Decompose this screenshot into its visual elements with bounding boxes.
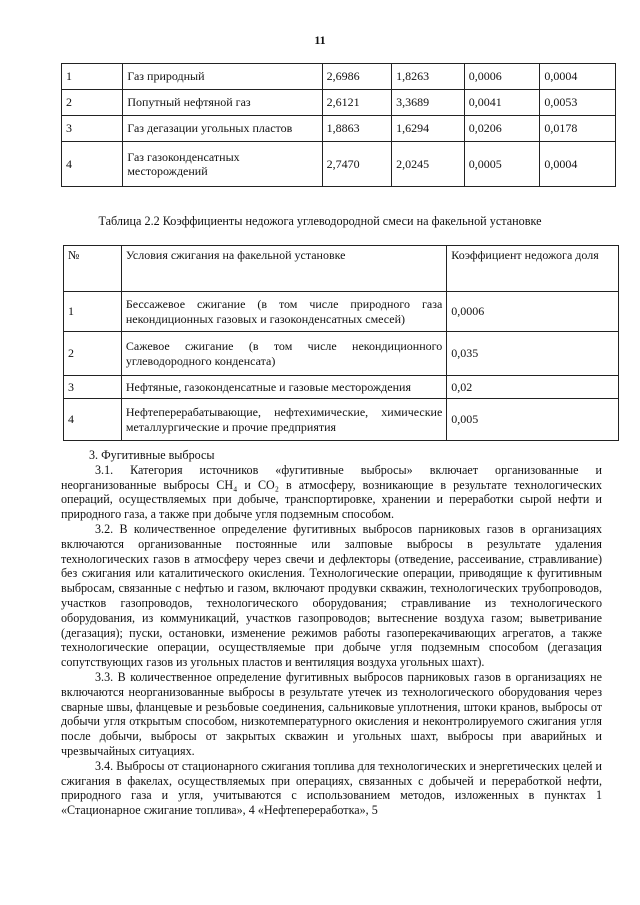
table-cell: 2,7470 bbox=[322, 142, 392, 187]
section-heading: 3. Фугитивные выбросы bbox=[89, 448, 215, 462]
paragraph-3-3: 3.3. В количественное определение фугитивных выбросов парниковых газов в организациях не включаются неорганизованные выбросы в результате утечек из технологического оборудования через сварные швы, фланцевые и резьбовые соединения, сальниковые уплотнения, штоки кранов, выбросы от добычи угля открытым способом, низкотемпературного окисления и неконтролируемого сжигания угля после добычи, выбросы от закрытых скважин и угольных шахт, выбросы при аварийных и чрезвычайных ситуациях. bbox=[61, 669, 602, 758]
table-cell: 1,6294 bbox=[392, 116, 465, 142]
table-caption: Таблица 2.2 Коэффициенты недожога углеводородной смеси на факельной установке bbox=[98, 214, 542, 228]
section-body bbox=[61, 448, 602, 818]
row-number: 2 bbox=[64, 332, 122, 376]
condition-text: Бессажевое сжигание (в том числе природного газа нeкондиционных газовых и газоконденсатных смесей) bbox=[121, 292, 446, 332]
page-number: 11 bbox=[314, 33, 326, 47]
table-cell: 2,6986 bbox=[322, 64, 392, 90]
flare-underburn-table bbox=[63, 245, 619, 441]
table-cell: 0,0053 bbox=[540, 90, 616, 116]
row-number: 4 bbox=[64, 399, 122, 441]
table-cell: 0,0178 bbox=[540, 116, 616, 142]
condition-text: Сажевое сжигание (в том числе некондиционного углеводородного конденсата) bbox=[121, 332, 446, 376]
table-cell: 1,8263 bbox=[392, 64, 465, 90]
emission-factors-table bbox=[61, 63, 616, 187]
table-cell: 0,0004 bbox=[540, 142, 616, 187]
table-row bbox=[64, 292, 619, 332]
paragraph-3-2: 3.2. В количественное определение фугитивных выбросов парниковых газов в организациях включаются организованные постоянные или залповые выбросы в результате удаления технологических газов в атмосферу через свечи и дефлекторы (отведение, рассеивание, стравливание) без сжигания или каталитического окисления. Технологические операции, приводящие к фугитивным выбросам, связанные с нефтью и газом, включают продувки скважин, технологических трубопроводов, участков газопроводов, технологического оборудования; стравливание из технологического оборудования, из коммуникаций, участков газопроводов; вытеснение воздуха газом; выветривание (дегазация); пуски, остановки, изменение режимов работы газоперекачивающих агрегатов, а также технологические операции, осуществляемые при добыче угля подземным способом (дегазация сопутствующих газов из угольных пластов и вентиляция воздуха угольных шахт). bbox=[61, 521, 602, 670]
table-header-row bbox=[64, 246, 619, 292]
coefficient-value: 0,0006 bbox=[447, 292, 619, 332]
fuel-name: Попутный нефтяной газ bbox=[123, 90, 322, 116]
fuel-name: Газ дегазации угольных пластов bbox=[123, 116, 322, 142]
table-row bbox=[62, 116, 616, 142]
table-cell: 0,0006 bbox=[464, 64, 540, 90]
table-row bbox=[64, 332, 619, 376]
coefficient-value: 0,035 bbox=[447, 332, 619, 376]
table-row bbox=[64, 399, 619, 441]
fuel-name: Газ природный bbox=[123, 64, 322, 90]
table-cell: 3,3689 bbox=[392, 90, 465, 116]
header-number: № bbox=[64, 246, 122, 292]
table-cell: 1,8863 bbox=[322, 116, 392, 142]
table-cell: 0,0206 bbox=[464, 116, 540, 142]
table-row bbox=[64, 376, 619, 399]
row-number: 4 bbox=[62, 142, 123, 187]
table-cell: 2,0245 bbox=[392, 142, 465, 187]
header-conditions: Условия сжигания на факельной установке bbox=[121, 246, 446, 292]
row-number: 1 bbox=[62, 64, 123, 90]
row-number: 3 bbox=[64, 376, 122, 399]
table-row bbox=[62, 64, 616, 90]
row-number: 2 bbox=[62, 90, 123, 116]
table-cell: 2,6121 bbox=[322, 90, 392, 116]
condition-text: Нефтеперерабатывающие, нефтехимические, химические металлургические и прочие предприятия bbox=[121, 399, 446, 441]
row-number: 1 bbox=[64, 292, 122, 332]
coefficient-value: 0,02 bbox=[447, 376, 619, 399]
condition-text: Нефтяные, газоконденсатные и газовые месторождения bbox=[121, 376, 446, 399]
table-row bbox=[62, 142, 616, 187]
fuel-name: Газ газоконденсатных месторождений bbox=[123, 142, 322, 187]
coefficient-value: 0,005 bbox=[447, 399, 619, 441]
table-cell: 0,0005 bbox=[464, 142, 540, 187]
paragraph-3-1: 3.1. Категория источников «фугитивные выбросы» включает организованные и неорганизованные выбросы CH₄ и CO₂ в атмосферу, возникающие в результате технологических операций, осуществляемых при добыче, транспортировке, хранении и переработки сырой нефти и природного газа, а также при добыче угля подземным способом. bbox=[61, 462, 602, 522]
table-cell: 0,0041 bbox=[464, 90, 540, 116]
paragraph-3-4: 3.4. Выбросы от стационарного сжигания топлива для технологических и энергетических целей и сжигания в факелах, осуществляемых при операциях, связанных с добычей и переработкой нефти, природного газа и угля, учитываются с использованием методов, изложенных в пунктах 1 «Стационарное сжигание топлива», 4 «Нефтепереработка», 5 bbox=[61, 758, 602, 818]
header-coefficient: Коэффициент недожога доля bbox=[447, 246, 619, 292]
row-number: 3 bbox=[62, 116, 123, 142]
table-row bbox=[62, 90, 616, 116]
table-cell: 0,0004 bbox=[540, 64, 616, 90]
